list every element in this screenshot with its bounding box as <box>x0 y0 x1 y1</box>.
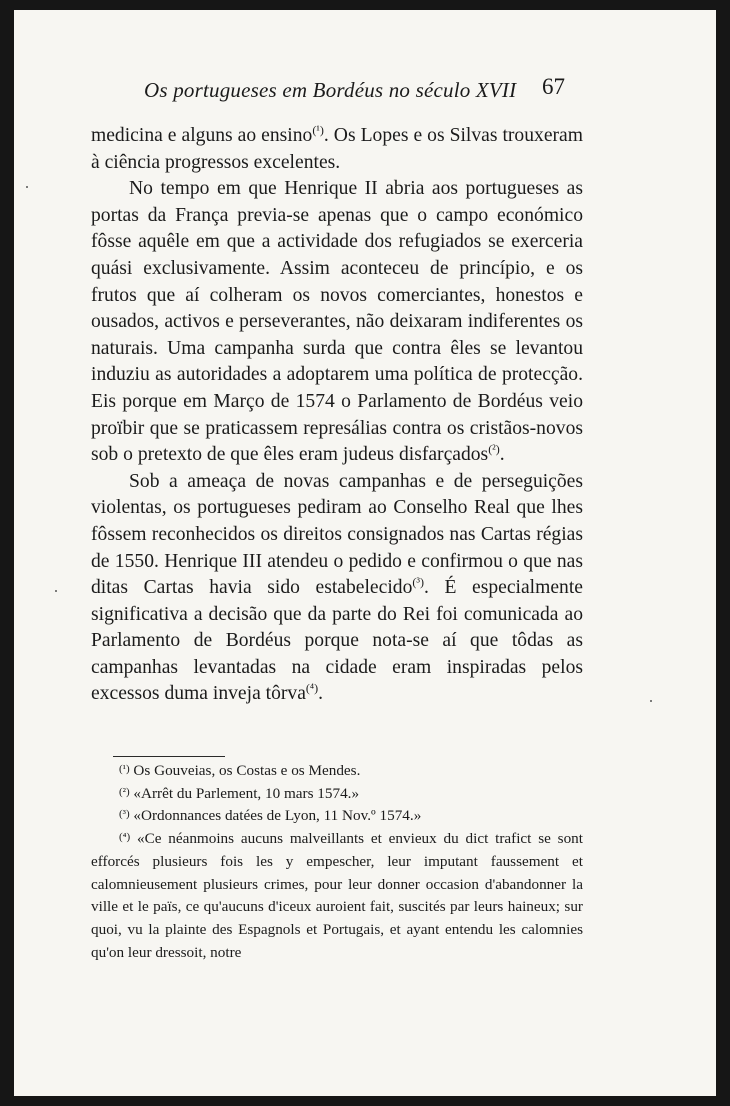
footnote-mark-4: (⁴) <box>119 831 131 844</box>
page-number: 67 <box>542 74 565 99</box>
footnote-text-2: «Arrêt du Parlement, 10 mars 1574.» <box>129 784 360 802</box>
footnote-text-1: Os Gouveias, os Costas e os Mendes. <box>129 762 361 779</box>
paragraph-3 <box>91 469 583 708</box>
main-text <box>91 123 583 708</box>
footnote-text-3: «Ordonnances datées de Lyon, 11 Nov.º 1574.» <box>129 807 422 825</box>
paragraph-2-text: No tempo em que Henrique II abria aos portugueses as portas da França previa-se apenas que o campo económico fôsse aquêle em que a actividade dos refugiados se exerceria quási exclusivamente. Assim aconteceu de princípio, e os frutos que aí colheram os novos comerciantes, honestos e ousados, activos e perseverantes, não deixaram indiferentes os naturais. Uma campanha surda que contra êles se levantou induziu as autoridades a adoptarem uma política de protecção. Eis porque em Março de 1574 o Parlamento de Bordéus veio proïbir que se praticassem represálias contra os cristãos-novos sob o pretexto de que êles eram judeus disfarçados <box>91 178 583 466</box>
footnote-2 <box>91 783 583 806</box>
note-reference-3: (³) <box>412 575 424 590</box>
paragraph-3-text: Sob a ameaça de novas campanhas e de perseguições violentas, os portugueses pediram ao Conselho Real que lhes fôssem reconhecidos os direitos consignados nas Cartas régias de 1550. Henrique III atendeu o pedido e confirmou o que nas ditas Cartas havia sido estabelecido <box>91 470 583 599</box>
paper-speck <box>26 186 28 188</box>
running-title: Os portugueses em Bordéus no século XVII <box>144 78 517 102</box>
footnote-rule <box>113 756 225 757</box>
footnotes <box>91 760 583 964</box>
footnote-text-4: «Ce néanmoins aucuns malveillants et envieux du dict trafict se sont efforcés plusieurs fois les y empescher, leur imputant faussement et calomnieusement plusieurs crimes, pour leur donner occasion d'abandonner la ville et le païs, ce qu'aucuns d'iceux auroient fait, suscités par leurs haineux; sur quoi, vu la plainte des Espagnols et Portugais, et ayant entendu les calomnies qu'on leur dressoit, notre <box>91 830 583 961</box>
footnote-mark-1: (¹) <box>119 763 130 775</box>
note-reference-4: (⁴) <box>305 681 319 696</box>
note-reference-2: (²) <box>488 442 500 457</box>
paper-speck <box>55 590 57 592</box>
paragraph-3-text-middle: . É especialmente significativa a decisão que da parte do Rei foi comunicada ao Parlamento de Bordéus porque nota-se aí que tôdas as campanhas levantadas na cidade eram inspiradas pelos excessos duma inveja tôrva <box>91 577 583 705</box>
paragraph-1 <box>91 123 583 176</box>
note-reference-1: (¹) <box>312 123 324 137</box>
footnote-1 <box>91 760 583 783</box>
paragraph-1-text-end: . Os Lopes e os Silvas trouxeram à ciência progressos excelentes. <box>91 125 583 173</box>
paragraph-1-text: medicina e alguns ao ensino <box>91 125 313 146</box>
footnote-4 <box>91 828 583 964</box>
footnote-mark-3: (³) <box>119 808 130 821</box>
paper-speck <box>650 700 652 702</box>
paragraph-2 <box>91 176 583 469</box>
book-page <box>14 10 716 1096</box>
paragraph-3-text-end: . <box>318 683 324 705</box>
footnote-3 <box>91 805 583 828</box>
paragraph-2-text-end: . <box>499 444 505 466</box>
footnote-mark-2: (²) <box>119 785 130 798</box>
